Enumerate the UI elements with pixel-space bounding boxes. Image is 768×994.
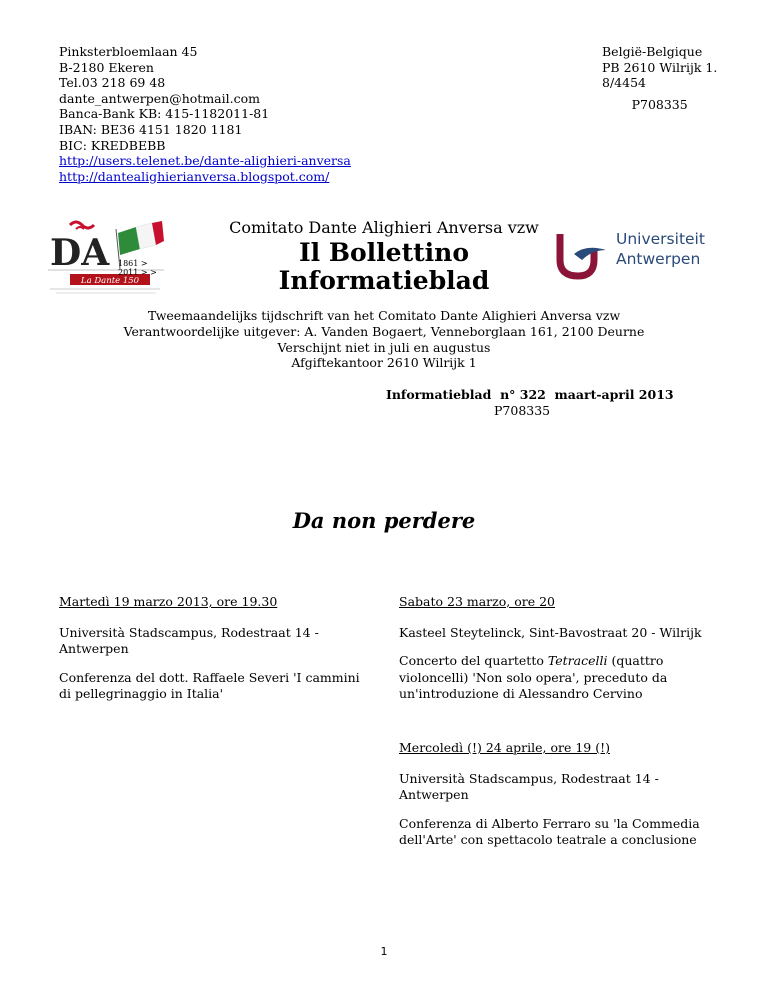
university-name-line1: Universiteit xyxy=(616,230,705,248)
event-place: Kasteel Steytelinck, Sint-Bavostraat 20 - Wilrijk xyxy=(399,624,702,640)
dante-logo xyxy=(48,219,164,297)
event-description: Conferenza del dott. Raffaele Severi 'I cammini di pellegrinaggio in Italia' xyxy=(59,669,360,701)
address-iban: IBAN: BE36 4151 1820 1181 xyxy=(59,121,243,137)
event-description-end: (quattro violoncelli) 'Non solo opera', preceduto da un'introduzione di Alessandro Cervino xyxy=(399,653,668,701)
logo-banner-text: La Dante 150 xyxy=(80,276,140,286)
address-block xyxy=(59,44,351,184)
website-link-2[interactable]: http://dantealighierianversa.blogspot.com/ xyxy=(59,168,330,184)
event-description xyxy=(399,653,719,703)
website-link-1[interactable]: http://users.telenet.be/dante-alighieri-anversa xyxy=(59,153,351,169)
bulletin-subtitle: Informatieblad xyxy=(278,266,490,295)
event-ensemble-name: Tetracelli xyxy=(547,653,608,668)
pubinfo-line-1: Tweemaandelijks tijdschrift van het Comitato Dante Alighieri Anversa vzw xyxy=(147,308,621,323)
university-name-line2: Antwerpen xyxy=(616,250,701,268)
pubinfo-line-3: Verschijnt niet in juli en augustus xyxy=(277,339,491,355)
logo-years: 1861 > 2011 > > xyxy=(118,259,157,277)
event-date: Mercoledì (!) 24 aprile, ore 19 (!) xyxy=(399,740,610,755)
logo-letters: DA xyxy=(50,232,110,274)
masthead xyxy=(200,218,568,295)
event-place: Università Stadscampus, Rodestraat 14 - Antwerpen xyxy=(59,624,319,656)
issue-info xyxy=(386,387,674,419)
address-email: dante_antwerpen@hotmail.com xyxy=(59,90,260,106)
bulletin-title: Il Bollettino xyxy=(298,238,470,267)
address-bic: BIC: KREDBEBB xyxy=(59,137,166,153)
address-city: B-2180 Ekeren xyxy=(59,59,154,75)
postal-code: P708335 xyxy=(631,96,688,112)
pubinfo-line-2: Verantwoordelijke uitgever: A. Vanden Bogaert, Venneborglaan 161, 2100 Deurne xyxy=(123,323,645,339)
pubinfo-line-4: Afgiftekantoor 2610 Wilrijk 1 xyxy=(291,355,477,371)
postal-block xyxy=(602,44,717,112)
issue-title: Informatieblad n° 322 maart-april 2013 xyxy=(386,387,674,402)
event-description-start: Concerto del quartetto xyxy=(399,653,548,668)
issue-code: P708335 xyxy=(494,402,551,418)
postal-number: 8/4454 xyxy=(602,75,646,91)
section-headline: Da non perdere xyxy=(292,508,476,533)
event-place: Università Stadscampus, Rodestraat 14 - Antwerpen xyxy=(399,770,659,802)
org-name: Comitato Dante Alighieri Anversa vzw xyxy=(229,218,539,237)
address-street: Pinksterbloemlaan 45 xyxy=(59,44,198,59)
page-number: 1 xyxy=(380,945,388,958)
address-tel: Tel.03 218 69 48 xyxy=(59,75,166,91)
event-date: Sabato 23 marzo, ore 20 xyxy=(399,594,555,609)
event-3 xyxy=(399,740,719,861)
postal-office: PB 2610 Wilrijk 1. xyxy=(602,59,718,75)
address-bank: Banca-Bank KB: 415-1182011-81 xyxy=(59,106,270,122)
event-description: Conferenza di Alberto Ferraro su 'la Commedia dell'Arte' con spettacolo teatrale a conclusione xyxy=(399,815,700,847)
postal-country: België-Belgique xyxy=(602,44,703,59)
university-emblem-icon xyxy=(556,230,608,280)
university-logo xyxy=(556,228,716,280)
publication-info xyxy=(60,308,708,371)
event-1 xyxy=(59,594,369,715)
event-2 xyxy=(399,594,719,715)
dante-logo-graphic xyxy=(48,219,164,297)
event-date: Martedì 19 marzo 2013, ore 19.30 xyxy=(59,594,278,609)
